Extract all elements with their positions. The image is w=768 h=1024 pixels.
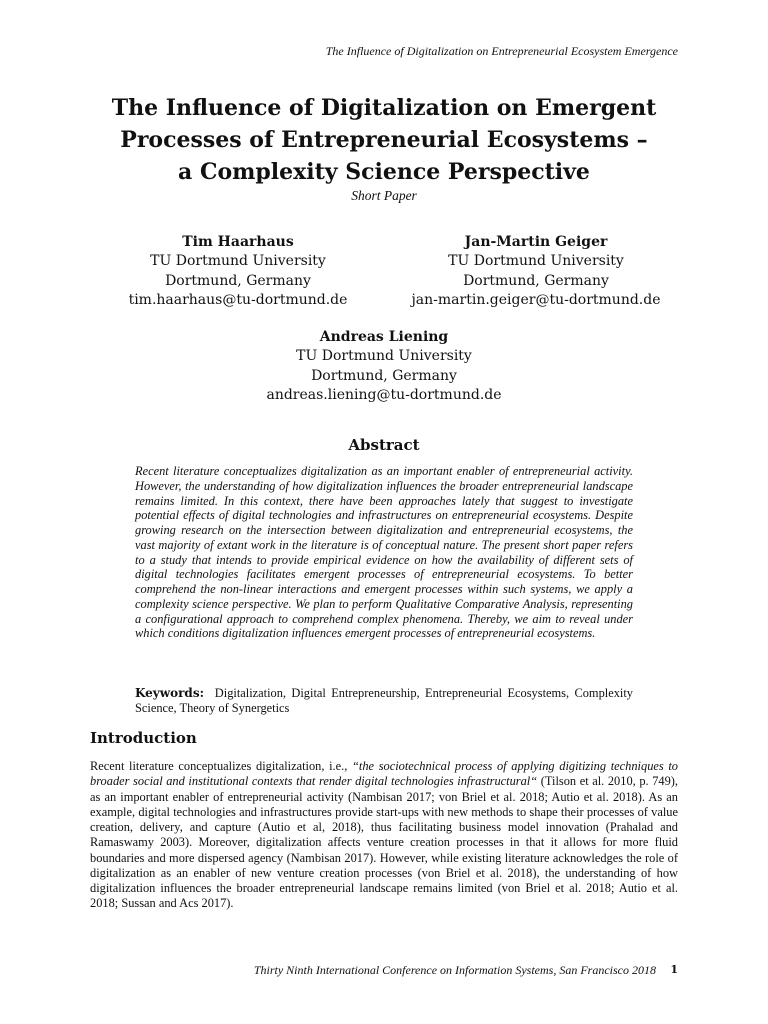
author-block <box>108 233 368 310</box>
author-email[interactable]: jan-martin.geiger@tu-dortmund.de <box>411 291 661 308</box>
author-name: Tim Haarhaus <box>182 234 294 250</box>
running-header: The Influence of Digitalization on Entrepreneurial Ecosystem Emergence <box>325 44 678 58</box>
introduction-body <box>90 759 678 912</box>
title-line: The Influence of Digitalization on Emergent <box>111 95 657 121</box>
title-line: Processes of Entrepreneurial Ecosystems – <box>120 127 648 153</box>
paper-type: Short Paper <box>351 188 417 203</box>
author-email[interactable]: tim.haarhaus@tu-dortmund.de <box>128 291 348 308</box>
title-line: a Complexity Science Perspective <box>178 159 590 185</box>
keywords <box>135 686 633 716</box>
page-number: 1 <box>670 963 678 976</box>
keywords-label: Keywords: <box>135 686 205 700</box>
author-block <box>234 328 534 405</box>
intro-quote: “the sociotechnical process of applying digitizing techniques to broader social and institutional contexts that render digital technologies infrastructural“ <box>90 759 678 789</box>
footer-conference: Thirty Ninth International Conference on Information Systems, San Francisco 2018 <box>253 963 656 977</box>
intro-text-lead: Recent literature conceptualizes digitalization, i.e., <box>90 759 353 773</box>
author-location: Dortmund, Germany <box>463 272 609 289</box>
paper-title <box>60 92 708 188</box>
abstract-heading: Abstract <box>348 436 420 454</box>
abstract-body: Recent literature conceptualizes digitalization as an important enabler of entrepreneurial activity. However, the understanding of how digitalization influences the broader entrepreneurial landscape remains limited. In this context, there have been approaches lately that suggest to investigate potential effects of digital technologies and infrastructures on entrepreneurial ecosystems. Despite growing research on the intersection between digitalization and entrepreneurial ecosystems, the vast majority of extant work in the literature is of conceptual nature. The present short paper refers to a study that intends to provide empirical evidence on how the availability of different sets of digital technologies facilitates emergent processes of entrepreneurial ecosystems. To better comprehend the non-linear interactions and emergent processes within such systems, we apply a complexity science perspective. We plan to perform Qualitative Comparative Analysis, representing a configurational approach to comprehend complex phenomena. Thereby, we aim to reveal under which conditions digitalization influences emergent processes of entrepreneurial ecosystems. <box>135 464 633 641</box>
author-email[interactable]: andreas.liening@tu-dortmund.de <box>266 386 502 403</box>
author-location: Dortmund, Germany <box>165 272 311 289</box>
author-name: Andreas Liening <box>319 329 449 345</box>
author-affiliation: TU Dortmund University <box>296 348 472 365</box>
author-name: Jan-Martin Geiger <box>464 234 608 250</box>
intro-text-rest: (Tilson et al. 2010, p. 749), as an important enabler of entrepreneurial activity (Nambisan 2017; von Briel et al. 2018; Autio et al. 2018). As an example, digital technologies and infrastructures provide start-ups with new methods to shape their processes of value creation, delivery, and capture (Autio et al, 2018), thus facilitating business model innovation (Prahalad and Ramaswamy 2003). Moreover, digitalization affects venture creation processes in that it allows for more fluid boundaries and more dispersed agency (Nambisan 2017). However, while existing literature acknowledges the role of digitalization as an enabler of new venture creation processes (von Briel et al. 2018), the understanding of how digitalization influences the broader entrepreneurial landscape remains limited (von Briel et al. 2018; Autio et al. 2018; Sussan and Acs 2017). <box>90 774 679 911</box>
keywords-text: Digitalization, Digital Entrepreneurship, Entrepreneurial Ecosystems, Complexity Science, Theory of Synergetics <box>135 686 633 715</box>
author-block <box>386 233 686 310</box>
section-heading-introduction: Introduction <box>90 729 197 747</box>
author-affiliation: TU Dortmund University <box>448 253 624 270</box>
author-affiliation: TU Dortmund University <box>150 253 326 270</box>
author-location: Dortmund, Germany <box>311 367 457 384</box>
